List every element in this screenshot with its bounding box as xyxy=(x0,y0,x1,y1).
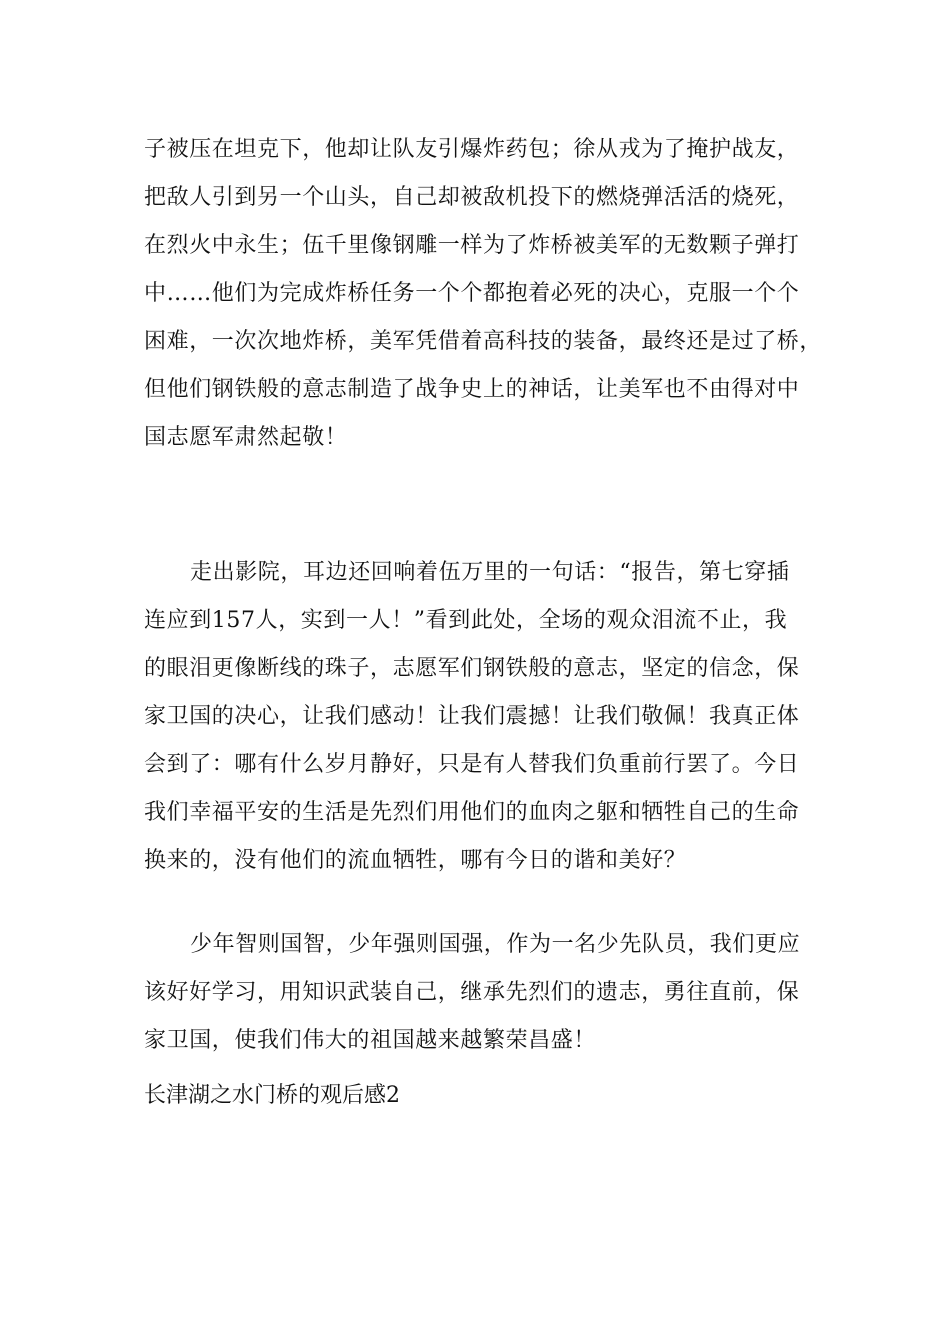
paragraph-line: 在烈火中永生；伍千里像钢雕一样为了炸桥被美军的无数颗子弹打 xyxy=(144,233,800,258)
section-heading: 长津湖之水门桥的观后感2 xyxy=(144,1083,400,1108)
paragraph-line: 家卫国，使我们伟大的祖国越来越繁荣昌盛！ xyxy=(144,1028,597,1053)
paragraph-line: 但他们钢铁般的意志制造了战争史上的神话，让美军也不由得对中 xyxy=(144,377,800,402)
paragraph-line: 少年智则国智，少年强则国强，作为一名少先队员，我们更应 xyxy=(190,932,801,957)
paragraph-line: 子被压在坦克下，他却让队友引爆炸药包；徐从戎为了掩护战友， xyxy=(144,137,800,162)
paragraph-line: 走出影院，耳边还回响着伍万里的一句话：“报告，第七穿插 xyxy=(190,560,790,585)
paragraph-line: 该好好学习，用知识武装自己，继承先烈们的遗志，勇往直前，保 xyxy=(144,980,800,1005)
paragraph-2 xyxy=(144,549,824,885)
paragraph-3 xyxy=(144,921,824,1065)
paragraph-line: 换来的，没有他们的流血牺牲，哪有今日的谐和美好？ xyxy=(144,848,687,873)
paragraph-line: 国志愿军肃然起敬！ xyxy=(144,425,348,450)
paragraph-line: 中……他们为完成炸桥任务一个个都抱着必死的决心，克服一个个 xyxy=(144,281,800,306)
paragraph-line: 困难，一次次地炸桥，美军凭借着高科技的装备，最终还是过了桥， xyxy=(144,329,823,354)
paragraph-line: 会到了：哪有什么岁月静好，只是有人替我们负重前行罢了。今日 xyxy=(144,752,800,777)
paragraph-line: 的眼泪更像断线的珠子，志愿军们钢铁般的意志，坚定的信念，保 xyxy=(144,656,800,681)
paragraph-line: 把敌人引到另一个山头，自己却被敌机投下的燃烧弹活活的烧死， xyxy=(144,185,800,210)
paragraph-1 xyxy=(144,126,824,462)
paragraph-line: 我们幸福平安的生活是先烈们用他们的血肉之躯和牺牲自己的生命 xyxy=(144,800,800,825)
paragraph-line: 连应到157人，实到一人！”看到此处，全场的观众泪流不止，我 xyxy=(144,608,788,633)
paragraph-line: 家卫国的决心，让我们感动！让我们震撼！让我们敬佩！我真正体 xyxy=(144,704,800,729)
